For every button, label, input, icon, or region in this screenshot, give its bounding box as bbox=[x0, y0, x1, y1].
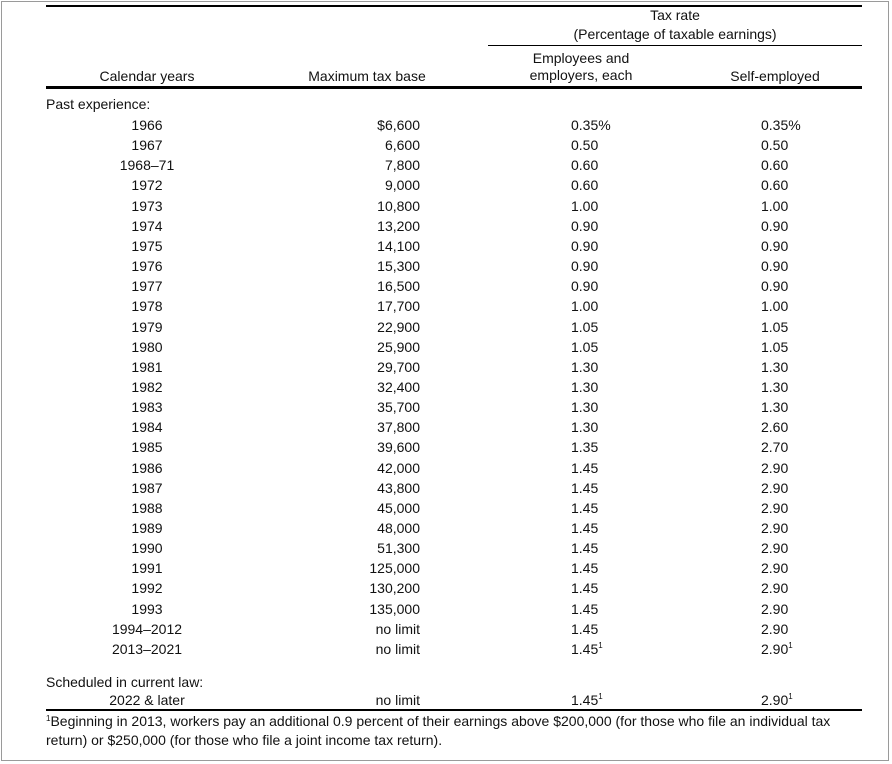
cell-employee-rate: 0.90 bbox=[571, 258, 599, 274]
cell-year: 1967 bbox=[131, 137, 163, 153]
section-label-scheduled: Scheduled in current law: bbox=[46, 674, 204, 690]
cell-base: 7,800 bbox=[384, 157, 420, 173]
cell-year: 1979 bbox=[131, 319, 163, 335]
cell-employee-rate: 1.45 bbox=[571, 621, 599, 637]
cell-employee-rate: 1.45 bbox=[571, 480, 599, 496]
cell-year: 1994–2012 bbox=[111, 621, 183, 637]
cell-year: 1974 bbox=[131, 218, 163, 234]
cell-year: 1986 bbox=[131, 460, 163, 476]
cell-base: no limit bbox=[375, 692, 420, 708]
cell-employee-rate: 0.90 bbox=[571, 238, 599, 254]
cell-self-employed-rate: 0.90 bbox=[761, 278, 789, 294]
cell-self-employed-rate: 1.05 bbox=[761, 339, 789, 355]
cell-base: 6,600 bbox=[384, 137, 420, 153]
cell-self-employed-rate: 2.90$^1$ bbox=[761, 692, 793, 708]
cell-self-employed-rate: 2.90 bbox=[761, 621, 789, 637]
column-header-employees-line2: employers, each bbox=[529, 67, 633, 83]
cell-base: no limit bbox=[375, 621, 420, 637]
cell-year: 1984 bbox=[131, 419, 163, 435]
cell-year: 1972 bbox=[131, 177, 163, 193]
cell-base: 17,700 bbox=[377, 298, 420, 314]
cell-employee-rate: 0.60 bbox=[571, 157, 599, 173]
cell-employee-rate: 1.45 bbox=[571, 601, 599, 617]
footnote bbox=[46, 712, 862, 750]
cell-employee-rate: 0.90 bbox=[571, 278, 599, 294]
cell-employee-rate: 0.60 bbox=[571, 177, 599, 193]
cell-base: 37,800 bbox=[377, 419, 420, 435]
cell-self-employed-rate: 2.90 bbox=[761, 520, 789, 536]
cell-year: 1990 bbox=[131, 540, 163, 556]
cell-base: 14,100 bbox=[377, 238, 420, 254]
cell-base: 45,000 bbox=[377, 500, 420, 516]
cell-self-employed-rate: 1.05 bbox=[761, 319, 789, 335]
cell-year: 1988 bbox=[131, 500, 163, 516]
cell-base: 125,000 bbox=[369, 560, 420, 576]
cell-employee-rate: 0.50 bbox=[571, 137, 599, 153]
cell-self-employed-rate: 2.90 bbox=[761, 480, 789, 496]
section-label-past-experience: Past experience: bbox=[46, 96, 151, 112]
cell-self-employed-rate: 0.60 bbox=[761, 157, 789, 173]
cell-year: 1975 bbox=[131, 238, 163, 254]
cell-employee-rate: 1.45 bbox=[571, 500, 599, 516]
cell-employee-rate: 1.05 bbox=[571, 339, 599, 355]
cell-self-employed-rate: 2.90$^1$ bbox=[761, 641, 793, 657]
cell-base: 48,000 bbox=[377, 520, 420, 536]
cell-employee-rate: 1.45 bbox=[571, 560, 599, 576]
cell-employee-rate: 1.00 bbox=[571, 298, 599, 314]
cell-year: 1983 bbox=[131, 399, 163, 415]
column-header-maximum-tax-base: Maximum tax base bbox=[308, 68, 426, 84]
cell-self-employed-rate: 1.30 bbox=[761, 359, 789, 375]
cell-employee-rate: 1.45$^1$ bbox=[571, 692, 603, 708]
cell-self-employed-rate: 2.90 bbox=[761, 601, 789, 617]
column-header-employees-line1: Employees and bbox=[532, 50, 630, 66]
cell-self-employed-rate: 0.60 bbox=[761, 177, 789, 193]
cell-base: 135,000 bbox=[369, 601, 420, 617]
cell-year: 2022 & later bbox=[109, 692, 185, 708]
footnote-ref: 1 bbox=[788, 692, 793, 701]
cell-base: 51,300 bbox=[377, 540, 420, 556]
tax-rate-group-subtitle: (Percentage of taxable earnings) bbox=[573, 26, 777, 42]
footnote-ref: 1 bbox=[598, 692, 603, 701]
cell-year: 1973 bbox=[131, 198, 163, 214]
cell-base: 15,300 bbox=[377, 258, 420, 274]
cell-base: 25,900 bbox=[377, 339, 420, 355]
cell-year: 1977 bbox=[131, 278, 163, 294]
column-header-self-employed: Self-employed bbox=[730, 68, 820, 84]
cell-employee-rate: 0.90 bbox=[571, 218, 599, 234]
cell-base: 42,000 bbox=[377, 460, 420, 476]
cell-employee-rate: 1.30 bbox=[571, 359, 599, 375]
cell-base: 13,200 bbox=[377, 218, 420, 234]
footnote-text: Beginning in 2013, workers pay an additional 0.9 percent of their earnings above $200,000 (for those who file an individual tax return) or $250,000 (for those who file a joint income tax return). bbox=[46, 713, 831, 748]
tax-rate-group-rule bbox=[488, 45, 862, 46]
cell-self-employed-rate: 2.90 bbox=[761, 560, 789, 576]
cell-self-employed-rate: 0.90 bbox=[761, 238, 789, 254]
cell-self-employed-rate: 2.60 bbox=[761, 419, 789, 435]
cell-year: 1992 bbox=[131, 580, 163, 596]
cell-year: 1985 bbox=[131, 439, 163, 455]
cell-year: 1968–71 bbox=[119, 157, 175, 173]
cell-employee-rate: 1.45 bbox=[571, 580, 599, 596]
cell-base: 43,800 bbox=[377, 480, 420, 496]
cell-base: no limit bbox=[375, 641, 420, 657]
cell-year: 1991 bbox=[131, 560, 163, 576]
cell-employee-rate: 1.35 bbox=[571, 439, 599, 455]
cell-base: 16,500 bbox=[377, 278, 420, 294]
cell-self-employed-rate: 1.30 bbox=[761, 399, 789, 415]
cell-self-employed-rate: 2.90 bbox=[761, 460, 789, 476]
cell-employee-rate: 1.45 bbox=[571, 460, 599, 476]
header-bottom-rule bbox=[46, 86, 862, 89]
cell-employee-rate: 1.30 bbox=[571, 419, 599, 435]
cell-self-employed-rate: 2.70 bbox=[761, 439, 789, 455]
cell-year: 2013–2021 bbox=[111, 641, 183, 657]
cell-employee-rate: 1.00 bbox=[571, 198, 599, 214]
cell-base: 32,400 bbox=[377, 379, 420, 395]
cell-year: 1989 bbox=[131, 520, 163, 536]
cell-base: $6,600 bbox=[377, 117, 420, 133]
cell-year: 1966 bbox=[131, 117, 163, 133]
cell-employee-rate: 1.45$^1$ bbox=[571, 641, 603, 657]
cell-self-employed-rate: 1.00 bbox=[761, 198, 789, 214]
cell-employee-rate: 1.30 bbox=[571, 379, 599, 395]
cell-base: 39,600 bbox=[377, 439, 420, 455]
footnote-rule bbox=[46, 709, 862, 711]
cell-self-employed-rate: 2.90 bbox=[761, 500, 789, 516]
cell-year: 1987 bbox=[131, 480, 163, 496]
cell-self-employed-rate: 2.90 bbox=[761, 540, 789, 556]
cell-employee-rate: 1.45 bbox=[571, 540, 599, 556]
cell-self-employed-rate: 0.35% bbox=[761, 117, 801, 133]
cell-employee-rate: 1.45 bbox=[571, 520, 599, 536]
cell-year: 1976 bbox=[131, 258, 163, 274]
footnote-ref: 1 bbox=[598, 641, 603, 650]
cell-self-employed-rate: 1.00 bbox=[761, 298, 789, 314]
tax-rate-group-title: Tax rate bbox=[650, 7, 700, 23]
cell-employee-rate: 1.05 bbox=[571, 319, 599, 335]
cell-base: 22,900 bbox=[377, 319, 420, 335]
cell-self-employed-rate: 2.90 bbox=[761, 580, 789, 596]
footnote-ref: 1 bbox=[788, 641, 793, 650]
cell-self-employed-rate: 0.90 bbox=[761, 218, 789, 234]
cell-self-employed-rate: 1.30 bbox=[761, 379, 789, 395]
cell-base: 130,200 bbox=[369, 580, 420, 596]
cell-employee-rate: 0.35% bbox=[571, 117, 611, 133]
cell-base: 35,700 bbox=[377, 399, 420, 415]
cell-year: 1982 bbox=[131, 379, 163, 395]
cell-year: 1981 bbox=[131, 359, 163, 375]
footnote-marker: 1 bbox=[46, 714, 51, 723]
column-header-calendar-years: Calendar years bbox=[99, 68, 195, 84]
cell-base: 9,000 bbox=[384, 177, 420, 193]
cell-self-employed-rate: 0.50 bbox=[761, 137, 789, 153]
cell-base: 10,800 bbox=[377, 198, 420, 214]
cell-base: 29,700 bbox=[377, 359, 420, 375]
cell-year: 1978 bbox=[131, 298, 163, 314]
cell-year: 1980 bbox=[131, 339, 163, 355]
cell-year: 1993 bbox=[131, 601, 163, 617]
cell-employee-rate: 1.30 bbox=[571, 399, 599, 415]
cell-self-employed-rate: 0.90 bbox=[761, 258, 789, 274]
